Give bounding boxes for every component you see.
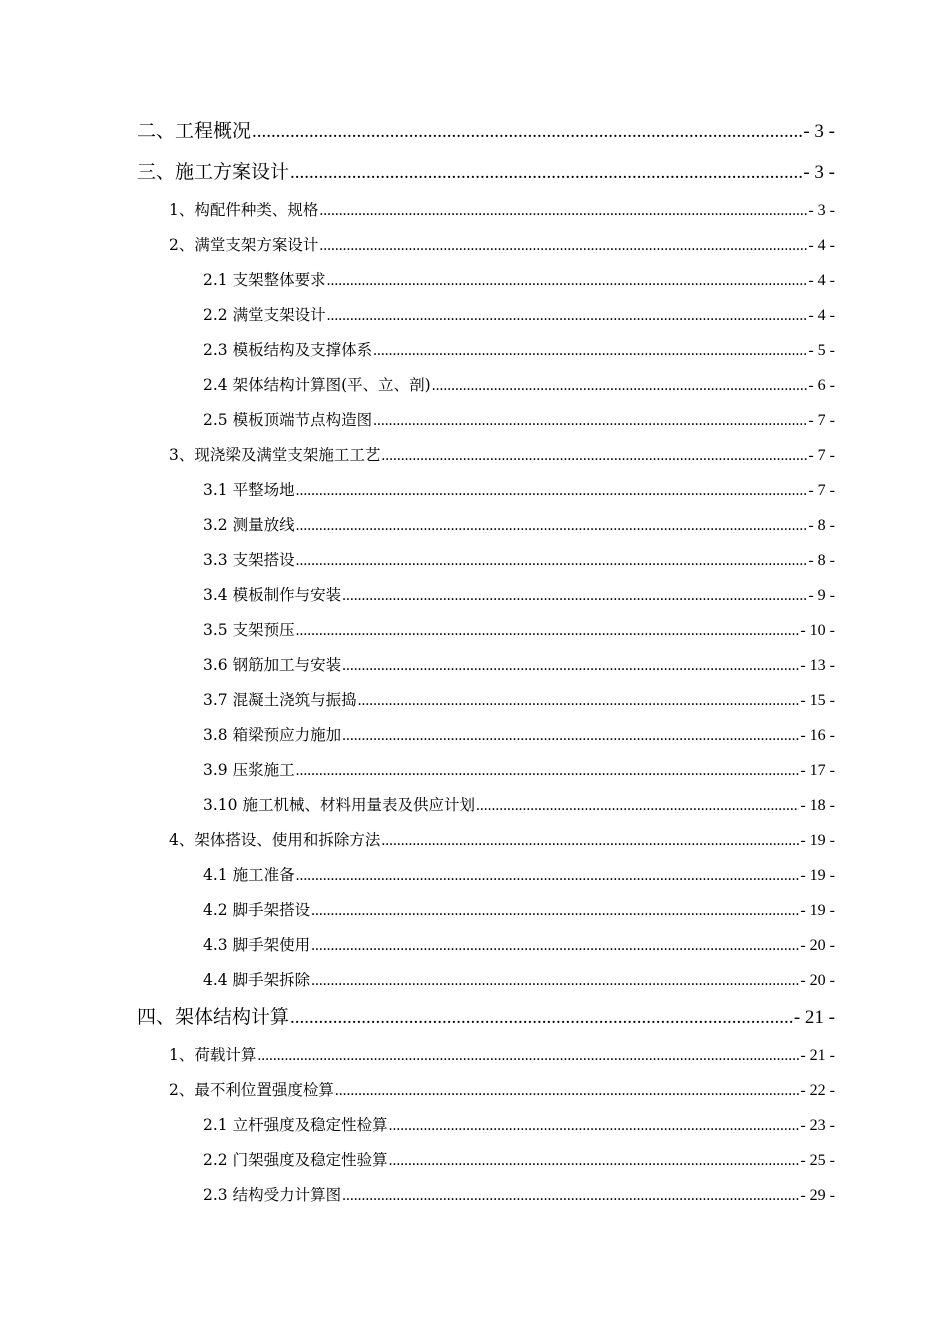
toc-entry[interactable] <box>137 116 835 143</box>
toc-leader-dots <box>381 447 807 465</box>
toc-entry-label: 3.4 模板制作与安装 <box>203 586 342 604</box>
toc-leader-dots <box>257 1047 799 1065</box>
toc-leader-dots <box>373 412 807 430</box>
toc-entry[interactable] <box>203 583 835 605</box>
toc-leader-dots <box>342 657 799 675</box>
toc-entry-label: 4.3 脚手架使用 <box>203 936 311 954</box>
toc-entry[interactable] <box>169 828 835 850</box>
toc-leader-dots <box>296 762 800 780</box>
toc-page-number: - 19 - <box>800 832 835 849</box>
toc-entry-label: 2、满堂支架方案设计 <box>169 236 319 254</box>
toc-entry[interactable] <box>169 443 835 465</box>
toc-leader-dots <box>389 1152 800 1170</box>
toc-entry[interactable] <box>203 513 835 535</box>
toc-entry-label: 3.2 测量放线 <box>203 516 295 534</box>
toc-page-number: - 20 - <box>800 972 835 989</box>
toc-entry[interactable] <box>169 1043 835 1065</box>
toc-entry-label: 2.1 立杆强度及稳定性检算 <box>203 1116 388 1134</box>
toc-entry[interactable] <box>203 653 835 675</box>
toc-page-number: - 6 - <box>808 377 835 394</box>
toc-leader-dots <box>373 342 807 360</box>
toc-leader-dots <box>311 902 799 920</box>
toc-page-number: - 19 - <box>800 902 835 919</box>
toc-leader-dots <box>296 552 808 570</box>
toc-page-number: - 3 - <box>808 202 835 219</box>
toc-entry[interactable] <box>203 723 835 745</box>
toc-entry-label: 3.3 支架搭设 <box>203 551 295 569</box>
toc-entry-label: 1、荷载计算 <box>169 1046 257 1064</box>
toc-entry-label: 2.5 模板顶端节点构造图 <box>203 411 373 429</box>
toc-entry-label: 四、架体结构计算 <box>137 1006 290 1028</box>
toc-entry[interactable] <box>169 1078 835 1100</box>
toc-page-number: - 25 - <box>800 1152 835 1169</box>
toc-page-number: - 4 - <box>808 237 835 254</box>
toc-entry-label: 3、现浇梁及满堂支架施工工艺 <box>169 446 381 464</box>
toc-leader-dots <box>327 307 808 325</box>
toc-entry-label: 3.6 钢筋加工与安装 <box>203 656 342 674</box>
toc-page-number: - 23 - <box>800 1117 835 1134</box>
toc-entry-label: 2.4 架体结构计算图(平、立、剖) <box>203 376 431 394</box>
toc-page-number: - 4 - <box>808 307 835 324</box>
toc-page-number: - 20 - <box>800 937 835 954</box>
toc-page-number: - 21 - <box>793 1007 835 1028</box>
toc-entry[interactable] <box>203 373 835 395</box>
toc-entry-label: 2、最不利位置强度检算 <box>169 1081 334 1099</box>
toc-entry-label: 4、架体搭设、使用和拆除方法 <box>169 831 381 849</box>
toc-leader-dots <box>290 162 802 184</box>
toc-leader-dots <box>335 1082 799 1100</box>
toc-entry[interactable] <box>203 408 835 430</box>
toc-leader-dots <box>342 727 799 745</box>
toc-leader-dots <box>311 937 799 955</box>
toc-leader-dots <box>432 377 808 395</box>
toc-leader-dots <box>296 482 808 500</box>
toc-page-number: - 15 - <box>800 692 835 709</box>
toc-leader-dots <box>296 867 800 885</box>
toc-page-number: - 5 - <box>808 342 835 359</box>
toc-page-number: - 9 - <box>808 587 835 604</box>
toc-leader-dots <box>319 237 807 255</box>
toc-page-number: - 29 - <box>800 1187 835 1204</box>
toc-entry-label: 4.4 脚手架拆除 <box>203 971 311 989</box>
toc-entry[interactable] <box>203 618 835 640</box>
toc-entry[interactable] <box>203 478 835 500</box>
toc-entry-label: 4.2 脚手架搭设 <box>203 901 311 919</box>
toc-entry-label: 3.9 压浆施工 <box>203 761 295 779</box>
toc-leader-dots <box>290 1007 793 1029</box>
toc-page-number: - 3 - <box>803 162 835 183</box>
toc-entry[interactable] <box>203 933 835 955</box>
toc-page-number: - 19 - <box>800 867 835 884</box>
toc-entry-label: 1、构配件种类、规格 <box>169 201 319 219</box>
toc-leader-dots <box>389 1117 800 1135</box>
toc-entry[interactable] <box>137 1002 835 1029</box>
toc-entry[interactable] <box>203 338 835 360</box>
toc-leader-dots <box>381 832 799 850</box>
toc-entry-label: 3.7 混凝土浇筑与振捣 <box>203 691 357 709</box>
toc-entry[interactable] <box>203 548 835 570</box>
toc-entry[interactable] <box>137 157 835 184</box>
toc-page-number: - 10 - <box>800 622 835 639</box>
toc-page-number: - 7 - <box>808 447 835 464</box>
toc-entry-label: 二、工程概况 <box>137 120 252 142</box>
toc-entry[interactable] <box>203 303 835 325</box>
toc-leader-dots <box>327 272 808 290</box>
toc-entry-label: 2.2 门架强度及稳定性验算 <box>203 1151 388 1169</box>
toc-entry-label: 3.1 平整场地 <box>203 481 295 499</box>
toc-entry[interactable] <box>203 968 835 990</box>
toc-entry-label: 3.5 支架预压 <box>203 621 295 639</box>
toc-page-number: - 7 - <box>808 412 835 429</box>
toc-entry-label: 2.3 模板结构及支撑体系 <box>203 341 373 359</box>
toc-leader-dots <box>296 622 800 640</box>
toc-entry[interactable] <box>203 268 835 290</box>
toc-entry[interactable] <box>203 1148 835 1170</box>
toc-entry[interactable] <box>169 233 835 255</box>
toc-leader-dots <box>319 202 807 220</box>
toc-entry-label: 2.3 结构受力计算图 <box>203 1186 342 1204</box>
toc-page-number: - 7 - <box>808 482 835 499</box>
toc-entry[interactable] <box>203 1113 835 1135</box>
toc-entry[interactable] <box>203 793 835 815</box>
toc-entry[interactable] <box>203 758 835 780</box>
toc-page-number: - 3 - <box>803 121 835 142</box>
toc-leader-dots <box>342 587 807 605</box>
toc-entry[interactable] <box>169 198 835 220</box>
toc-page-number: - 8 - <box>808 517 835 534</box>
toc-entry-label: 2.2 满堂支架设计 <box>203 306 326 324</box>
toc-leader-dots <box>296 517 808 535</box>
toc-entry[interactable] <box>203 1183 835 1205</box>
toc-page-number: - 16 - <box>800 727 835 744</box>
toc-entry[interactable] <box>203 863 835 885</box>
toc-page-number: - 18 - <box>800 797 835 814</box>
toc-leader-dots <box>358 692 800 710</box>
toc-page-number: - 21 - <box>800 1047 835 1064</box>
toc-entry-label: 3.10 施工机械、材料用量表及供应计划 <box>203 796 475 814</box>
toc-entry-label: 3.8 箱梁预应力施加 <box>203 726 342 744</box>
toc-entry[interactable] <box>203 688 835 710</box>
toc-entry-label: 三、施工方案设计 <box>137 161 290 183</box>
toc-entry[interactable] <box>203 898 835 920</box>
toc-leader-dots <box>311 972 799 990</box>
toc-leader-dots <box>476 797 799 815</box>
toc-page-number: - 8 - <box>808 552 835 569</box>
toc-entry-label: 4.1 施工准备 <box>203 866 295 884</box>
toc-page-number: - 13 - <box>800 657 835 674</box>
toc-leader-dots <box>342 1187 799 1205</box>
toc-page-number: - 17 - <box>800 762 835 779</box>
toc-leader-dots <box>252 121 802 143</box>
toc-page-number: - 22 - <box>800 1082 835 1099</box>
toc-entry-label: 2.1 支架整体要求 <box>203 271 326 289</box>
toc-page-number: - 4 - <box>808 272 835 289</box>
